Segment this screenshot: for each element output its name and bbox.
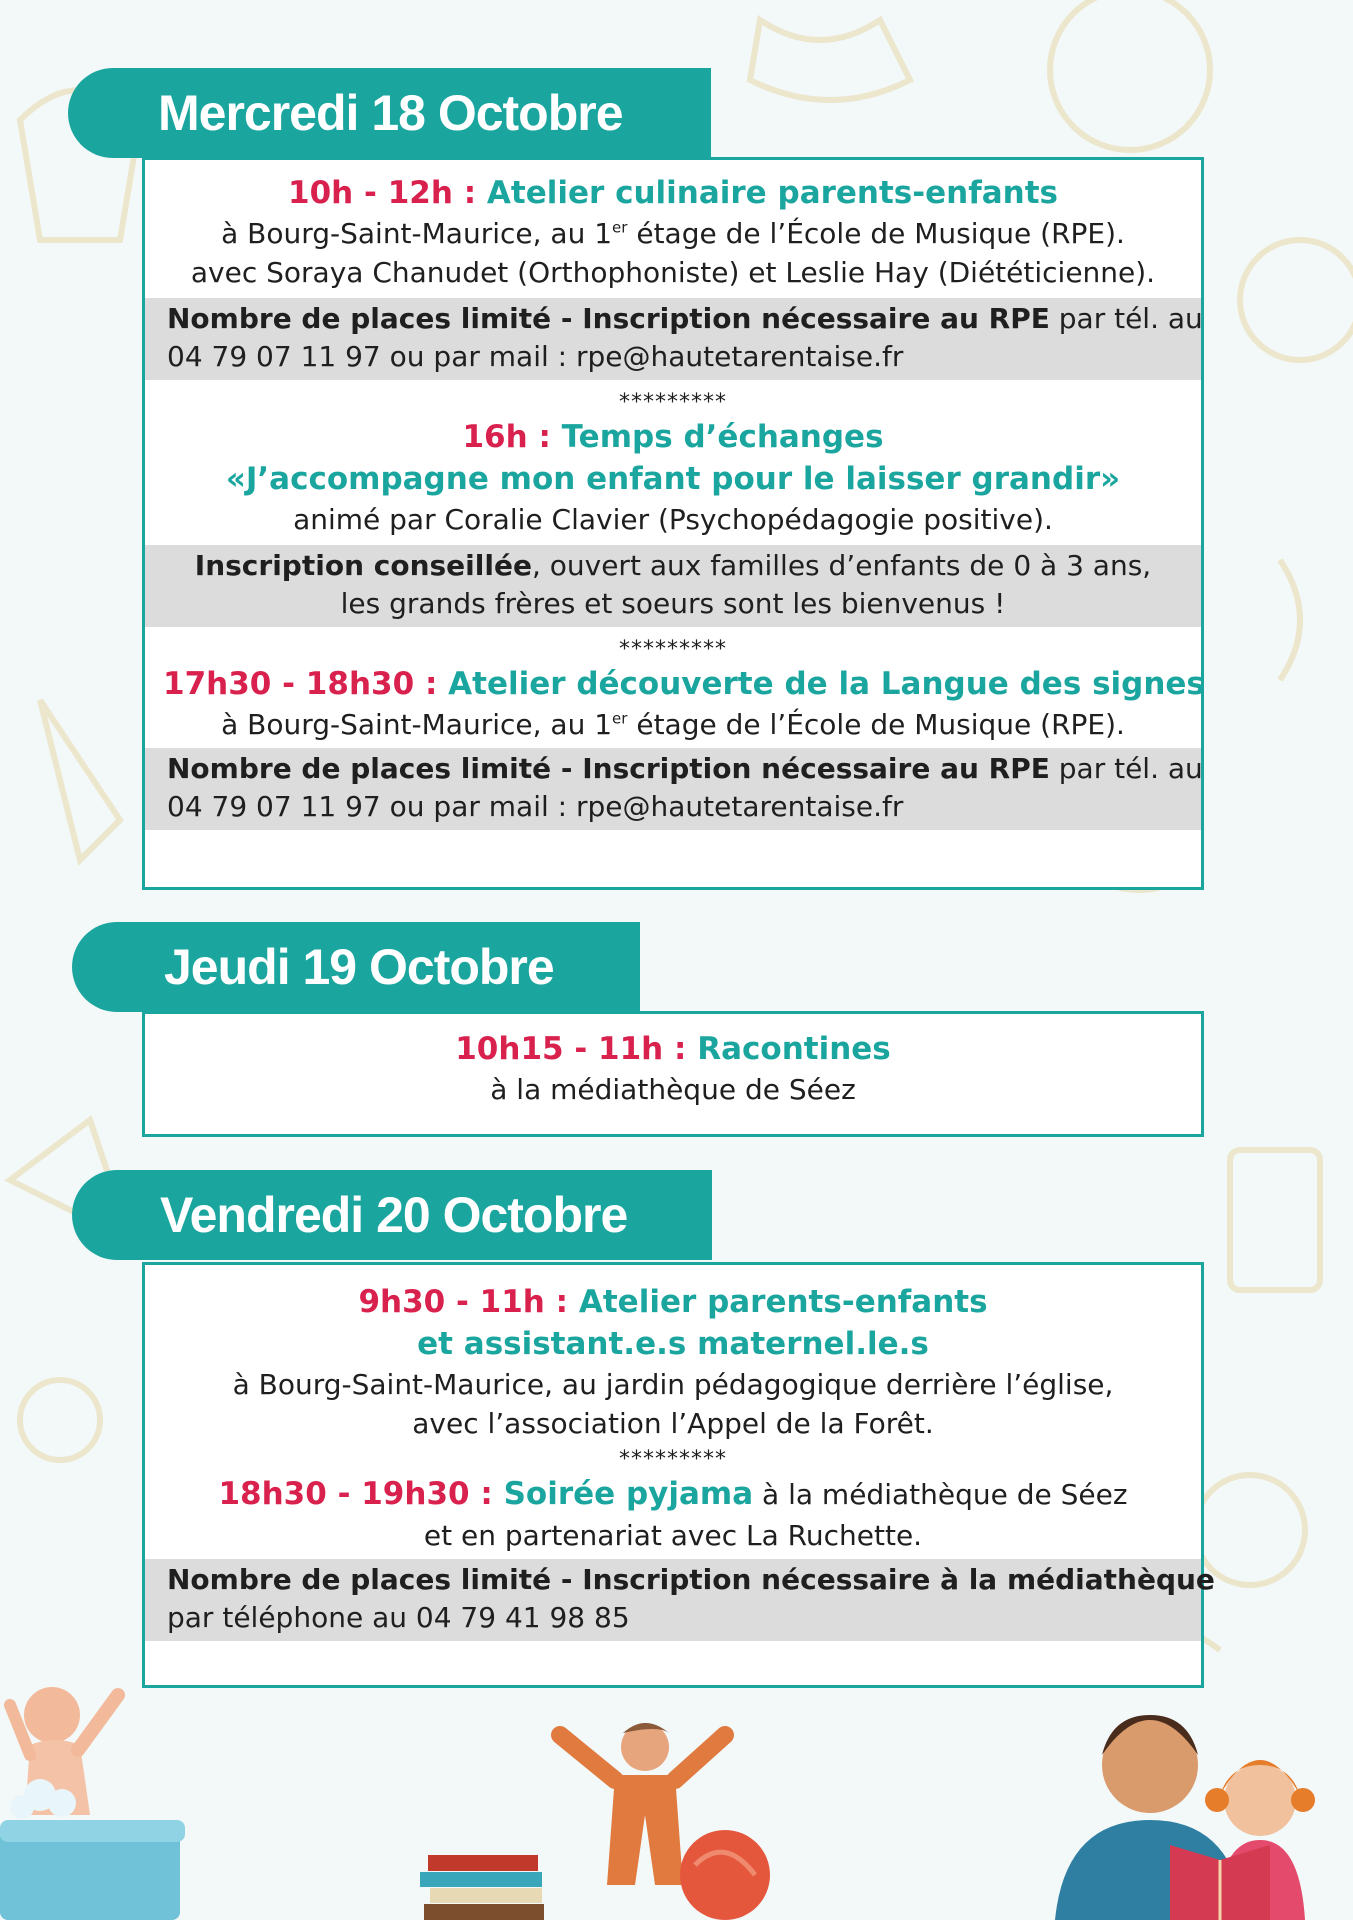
event-activity: Racontines <box>697 1031 891 1067</box>
day-title: Mercredi 18 Octobre <box>158 85 623 141</box>
bottle-nipple-outline-icon <box>1280 560 1300 680</box>
event-subtitle: «J’accompagne mon enfant pour le laisser grandir» <box>225 461 1121 497</box>
event-time: 10h - 12h : <box>288 175 477 211</box>
event-place: à Bourg-Saint-Maurice, au jardin pédagogique derrière l’église, <box>232 1368 1114 1401</box>
rattle-small-outline-icon <box>20 1380 100 1460</box>
day-heading-mercredi <box>68 68 711 158</box>
separator-stars: ********* <box>619 390 727 415</box>
abacus-outline-icon <box>1230 1150 1320 1290</box>
registration-note: Nombre de places limité - Inscription nécessaire à la médiathèque par téléphone au 04 79 41 98 85 <box>145 1559 1201 1641</box>
event-langue-des-signes <box>163 637 1205 744</box>
event-time: 16h : <box>462 419 551 455</box>
event-activity: Temps d’échanges <box>561 419 884 455</box>
day-card-vendredi <box>142 1262 1215 1688</box>
event-soiree-pyjama <box>163 1447 1183 1555</box>
event-activity-place: à la médiathèque de Séez <box>753 1478 1128 1511</box>
event-activity: Atelier découverte de la Langue des signes <box>448 666 1205 702</box>
event-atelier-parents-enfants <box>163 1281 1183 1443</box>
event-atelier-culinaire <box>163 172 1183 292</box>
event-activity: Soirée pyjama <box>503 1476 754 1512</box>
event-time: 18h30 - 19h30 : <box>218 1476 493 1512</box>
baby-bath-illustration <box>0 1655 190 1920</box>
spoon-outline-icon <box>40 700 120 860</box>
event-place: à la médiathèque de Séez <box>490 1073 856 1106</box>
event-racontines <box>163 1028 1183 1109</box>
rattle-outline-icon <box>1050 0 1210 150</box>
day-title: Jeudi 19 Octobre <box>164 939 554 995</box>
day-title: Vendredi 20 Octobre <box>160 1187 628 1243</box>
registration-note: Inscription conseillée, ouvert aux familles d’enfants de 0 à 3 ans, les grands frères et soeurs sont les bienvenus ! <box>145 545 1201 627</box>
separator-stars: ********* <box>619 1447 727 1472</box>
event-extra: avec Soraya Chanudet (Orthophoniste) et Leslie Hay (Diététicienne). <box>190 256 1156 289</box>
pacifier-outline-icon <box>750 20 910 100</box>
parent-reading-to-child-illustration <box>1035 1700 1353 1920</box>
event-extra: et en partenariat avec La Ruchette. <box>423 1519 923 1552</box>
book-stack-illustration <box>420 1855 550 1920</box>
day-heading-vendredi <box>72 1170 712 1260</box>
event-activity-continued: et assistant.e.s maternel.le.s <box>417 1326 929 1362</box>
registration-note: Nombre de places limité - Inscription nécessaire au RPE par tél. au 04 79 07 11 97 ou par mail : rpe@hautetarentaise.fr <box>145 748 1201 830</box>
event-place: à Bourg-Saint-Maurice, au 1er étage de l’École de Musique (RPE). <box>221 708 1125 741</box>
event-extra: avec l’association l’Appel de la Forêt. <box>412 1407 934 1440</box>
event-place: à Bourg-Saint-Maurice, au 1er étage de l’École de Musique (RPE). <box>221 217 1125 250</box>
event-activity: Atelier culinaire parents-enfants <box>486 175 1058 211</box>
event-time: 10h15 - 11h : <box>455 1031 687 1067</box>
day-heading-jeudi <box>72 922 640 1012</box>
event-temps-echanges <box>163 390 1183 539</box>
bottle-outline-icon <box>1240 240 1353 360</box>
day-card-mercredi <box>142 157 1204 890</box>
toddler-with-ball-illustration <box>545 1715 775 1920</box>
separator-stars: ********* <box>619 637 727 662</box>
registration-note: Nombre de places limité - Inscription nécessaire au RPE par tél. au 04 79 07 11 97 ou par mail : rpe@hautetarentaise.fr <box>145 298 1201 380</box>
event-extra: animé par Coralie Clavier (Psychopédagogie positive). <box>293 503 1053 536</box>
event-time: 17h30 - 18h30 : <box>163 666 438 702</box>
event-activity: Atelier parents-enfants <box>578 1284 988 1320</box>
event-time: 9h30 - 11h : <box>358 1284 569 1320</box>
day-card-jeudi <box>142 1011 1204 1137</box>
